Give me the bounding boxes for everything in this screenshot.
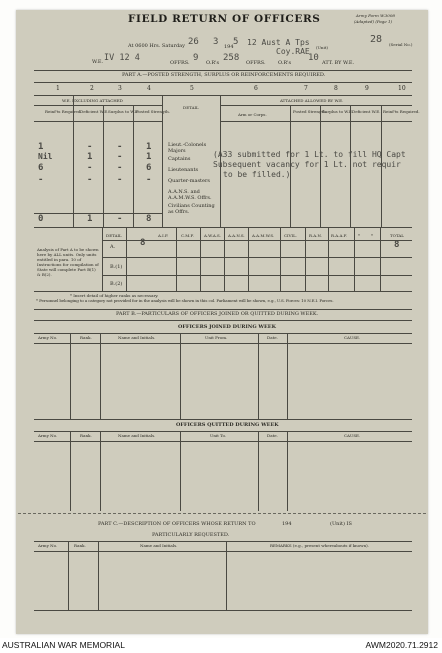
footer-accession-number: AWM2020.71.2912 xyxy=(365,640,438,650)
joined-header-rule xyxy=(34,343,412,344)
analysis-col-raaf: R.A.A.F. xyxy=(331,233,348,238)
we-excluding-attached: W.E. EXCLUDING ATTACHED xyxy=(62,98,123,103)
analysis-v3 xyxy=(200,227,201,291)
analysis-row-rule-1 xyxy=(102,257,412,258)
analysis-bottom-rule xyxy=(34,291,412,292)
quitted-v5 xyxy=(287,431,288,511)
header-arm-corps: Arm or Corps. xyxy=(238,112,267,117)
col-number-6: 6 xyxy=(254,85,258,92)
or-value-1: 258 xyxy=(223,53,240,63)
col-number-2: 2 xyxy=(90,85,94,92)
analysis-col-star-1: * xyxy=(358,233,360,238)
analysis-col-civil: CIVIL. xyxy=(284,233,298,238)
analysis-total-value: 8 xyxy=(394,240,400,250)
quitted-v4 xyxy=(258,431,259,511)
header-posted-strength: Posted Strength. xyxy=(136,109,171,114)
col-number-rule xyxy=(34,95,412,96)
analysis-v2 xyxy=(176,227,177,291)
analysis-row-b1: B.(1) xyxy=(110,264,123,270)
grid-v1 xyxy=(73,95,74,227)
rank-civilians: Civilians Counting as Offrs. xyxy=(168,203,215,215)
footnote-1: * Insert detail of higher ranks as necessary. xyxy=(70,293,159,298)
attached-allowed: ATTACHED ALLOWED BY W.E. xyxy=(280,98,344,103)
date-day: 26 xyxy=(188,37,199,47)
lieutenants-reinf: 6 xyxy=(38,163,44,173)
footnote-2: * Personnel belonging to a category not provided for in the analysis will be shown in this col. Parliament will be shown, e.g., U.S. Forces: 10 N.E.I. Forces. xyxy=(36,298,334,303)
analysis-col-cmf: C.M.F. xyxy=(181,233,194,238)
analysis-v9 xyxy=(354,227,355,291)
analysis-v10 xyxy=(380,227,381,291)
part-c-bottom-rule xyxy=(34,610,412,611)
part-b-heading: PART B.—PARTICULARS OF OFFICERS JOINED OR QUITTED DURING WEEK. xyxy=(116,311,319,317)
part-c-year: 194 xyxy=(282,521,292,527)
quitted-v3 xyxy=(180,431,181,511)
part-c-top-rule xyxy=(34,541,412,542)
quitted-header-rule xyxy=(34,441,412,442)
analysis-col-ran: R.A.N. xyxy=(309,233,322,238)
part-a-heading-rule xyxy=(34,82,412,83)
joined-title-rule xyxy=(34,333,412,334)
analysis-v5 xyxy=(248,227,249,291)
or-label-2: O.R's xyxy=(278,60,292,66)
header-posted-strength-att: Posted Strength. xyxy=(293,109,328,114)
joined-col-unit-from: Unit From. xyxy=(205,335,228,340)
quitted-col-date: Date. xyxy=(267,433,278,438)
remark-line-2: Subsequent vacancy for 1 Lt. not requir xyxy=(213,160,401,169)
unit-suffix: (Unit) xyxy=(316,45,328,50)
header-reinf-required: Reinf'ts Required. xyxy=(45,109,82,114)
part-c-heading: PART C.—DESCRIPTION OF OFFICERS WHOSE RETURN TO xyxy=(98,521,256,527)
analysis-header-rule xyxy=(102,240,412,241)
part-c-v3 xyxy=(226,541,227,610)
part-c-col-army-no: Army No. xyxy=(38,543,58,548)
col-number-3: 3 xyxy=(118,85,122,92)
analysis-v7 xyxy=(305,227,306,291)
offrs-value-1: 9 xyxy=(193,53,199,63)
joined-v1 xyxy=(70,333,71,419)
analysis-col-detail: DETAIL xyxy=(106,233,122,238)
quitted-col-rank: Rank. xyxy=(80,433,92,438)
serial-label: (Serial No.) xyxy=(389,42,413,47)
date-month: 3 xyxy=(213,37,219,47)
remark-line-3: to be filled.) xyxy=(223,170,291,179)
total-posted: 8 xyxy=(146,214,152,224)
army-form-sub: (Adapted) (Page 1) xyxy=(354,19,393,24)
analysis-col-aans: A.A.N.S. xyxy=(228,233,245,238)
captains-posted: 1 xyxy=(146,152,152,162)
part-c-col-rank: Rank. xyxy=(74,543,86,548)
footer-institution: AUSTRALIAN WAR MEMORIAL xyxy=(2,640,125,650)
lt-col-reinf: 1 xyxy=(38,142,44,152)
tear-off-line xyxy=(18,513,426,514)
remark-line-1: (A33 submitted for 1 Lt. to fill HQ Capt xyxy=(213,150,406,159)
company-name: Coy.RAE xyxy=(276,47,310,56)
at-hours-label: At 0600 Hrs. Saturday xyxy=(128,43,185,49)
quitted-v2 xyxy=(100,431,101,511)
subheader-rule-left xyxy=(34,121,162,122)
header-deficient-we: Deficient W.E. xyxy=(80,109,109,114)
totals-rule-top xyxy=(34,213,162,214)
qm-surplus: - xyxy=(117,175,123,185)
analysis-col-total: TOTAL xyxy=(390,233,404,238)
quitted-col-army-no: Army No. xyxy=(38,433,58,438)
joined-v3 xyxy=(180,333,181,419)
quitted-col-name: Name and Initials. xyxy=(118,433,156,438)
qm-posted: - xyxy=(146,175,152,185)
part-a-heading: PART A.—POSTED STRENGTH, SURPLUS OR REINFORCEMENTS REQUIRED. xyxy=(122,72,326,78)
unit-name: 12 Aust A Tps xyxy=(247,38,310,47)
total-deficient: 1 xyxy=(87,214,93,224)
we-value: IV 12 4 xyxy=(104,53,140,63)
joined-col-rank: Rank. xyxy=(80,335,92,340)
lieutenants-deficient: - xyxy=(87,163,93,173)
offrs-label-1: OFFRS. xyxy=(170,60,190,66)
analysis-row-rule-2 xyxy=(102,275,412,276)
analysis-col-awas: A.W.A.S. xyxy=(204,233,221,238)
quitted-col-cause: CAUSE. xyxy=(344,433,361,438)
header-surplus-att: Surplus to W.E. xyxy=(322,109,354,114)
grid-v3 xyxy=(133,105,134,227)
rank-lt-col-majors: Lieut.-Colonels Majors xyxy=(168,142,207,154)
analysis-col-aif: A.I.F. xyxy=(158,233,169,238)
part-c-unit: (Unit) IS xyxy=(330,521,352,527)
rank-quartermasters: Quarter-masters xyxy=(168,178,210,184)
header-reinf-att: Reinf'ts Required. xyxy=(383,109,420,114)
joined-v4 xyxy=(258,333,259,419)
or-label-1: O.R's xyxy=(206,60,220,66)
header-deficient-att: Deficient W.E. xyxy=(352,109,381,114)
lieutenants-surplus: - xyxy=(117,163,123,173)
part-b-top-rule xyxy=(34,309,412,310)
grid-v4 xyxy=(162,95,163,227)
date-year-suffix: 5 xyxy=(233,37,239,47)
joined-v2 xyxy=(100,333,101,419)
joined-col-cause: CAUSE. xyxy=(344,335,361,340)
part-c-col-remarks: REMARKS (e.g., present whereabouts if known). xyxy=(270,543,369,548)
lieutenants-posted: 6 xyxy=(146,163,152,173)
analysis-col-star-2: * xyxy=(371,233,373,238)
att-value: 10 xyxy=(308,53,319,63)
part-c-requested: PARTICULARLY REQUESTED. xyxy=(152,532,230,538)
part-c-v1 xyxy=(68,541,69,610)
rank-aans: A.A.N.S. and A.A.M.W.S. Offrs. xyxy=(168,189,212,201)
lt-col-surplus: - xyxy=(117,142,123,152)
lt-col-deficient: - xyxy=(87,142,93,152)
analysis-v1 xyxy=(126,227,127,291)
qm-deficient: - xyxy=(87,175,93,185)
lt-col-posted: 1 xyxy=(146,142,152,152)
col-number-10: 10 xyxy=(398,85,406,92)
analysis-v0 xyxy=(102,227,103,291)
joined-v5 xyxy=(287,333,288,419)
analysis-v4 xyxy=(224,227,225,291)
analysis-aif-value: 8 xyxy=(140,238,146,248)
qm-reinf: - xyxy=(38,175,44,185)
joined-bottom-rule xyxy=(34,419,412,420)
group-rule-left xyxy=(34,105,162,106)
army-form-number: Army Form W.3008 xyxy=(356,13,395,18)
header-surplus-we: Surplus to W.E. xyxy=(108,109,140,114)
col-number-4: 4 xyxy=(147,85,151,92)
joined-col-date: Date. xyxy=(267,335,278,340)
captains-deficient: 1 xyxy=(87,152,93,162)
part-c-header-rule xyxy=(34,551,412,552)
col-number-5: 5 xyxy=(190,85,194,92)
quitted-v1 xyxy=(70,431,71,511)
grid-v2 xyxy=(103,105,104,227)
part-a-bottom-rule xyxy=(34,227,412,228)
col-number-7: 7 xyxy=(304,85,308,92)
captains-reinf: Nil xyxy=(38,152,53,161)
total-reinf: 0 xyxy=(38,214,44,224)
form-title: FIELD RETURN OF OFFICERS xyxy=(128,13,321,25)
detail-heading: DETAIL xyxy=(183,105,199,110)
col-number-9: 9 xyxy=(365,85,369,92)
part-a-top-rule xyxy=(34,70,412,71)
offrs-label-2: OFFRS. xyxy=(246,60,266,66)
serial-number: 28 xyxy=(370,34,383,45)
part-c-v2 xyxy=(98,541,99,610)
analysis-v6 xyxy=(280,227,281,291)
total-surplus: - xyxy=(117,214,123,224)
analysis-v8 xyxy=(328,227,329,291)
joined-col-army-no: Army No. xyxy=(38,335,58,340)
subheader-rule-right xyxy=(220,121,412,122)
col-number-1: 1 xyxy=(56,85,60,92)
quitted-title: OFFICERS QUITTED DURING WEEK xyxy=(176,422,279,428)
analysis-note: Analysis of Part A to be shown here by ALL units. Only units entitled in para. 10 of Instructions for compilation of State will complete Part B(1) & B(2). xyxy=(37,247,99,277)
we-label: W.E. xyxy=(92,59,104,65)
quitted-col-unit-to: Unit To. xyxy=(210,433,227,438)
date-year-prefix: 194 xyxy=(224,44,234,50)
part-c-col-name: Name and Initials. xyxy=(140,543,178,548)
analysis-row-a: A. xyxy=(110,244,116,250)
joined-col-name: Name and Initials. xyxy=(118,335,156,340)
att-label: ATT. BY W.E. xyxy=(322,60,355,66)
analysis-row-b2: B.(2) xyxy=(110,281,123,287)
col-number-8: 8 xyxy=(334,85,338,92)
rank-captains: Captains xyxy=(168,156,191,162)
analysis-col-aamws: A.A.M.W.S. xyxy=(252,233,275,238)
captains-surplus: - xyxy=(117,152,123,162)
quitted-title-rule xyxy=(34,431,412,432)
joined-title: OFFICERS JOINED DURING WEEK xyxy=(178,324,276,330)
part-b-heading-rule xyxy=(34,320,412,321)
group-rule-right xyxy=(220,105,412,106)
rank-lieutenants: Lieutenants xyxy=(168,167,199,173)
